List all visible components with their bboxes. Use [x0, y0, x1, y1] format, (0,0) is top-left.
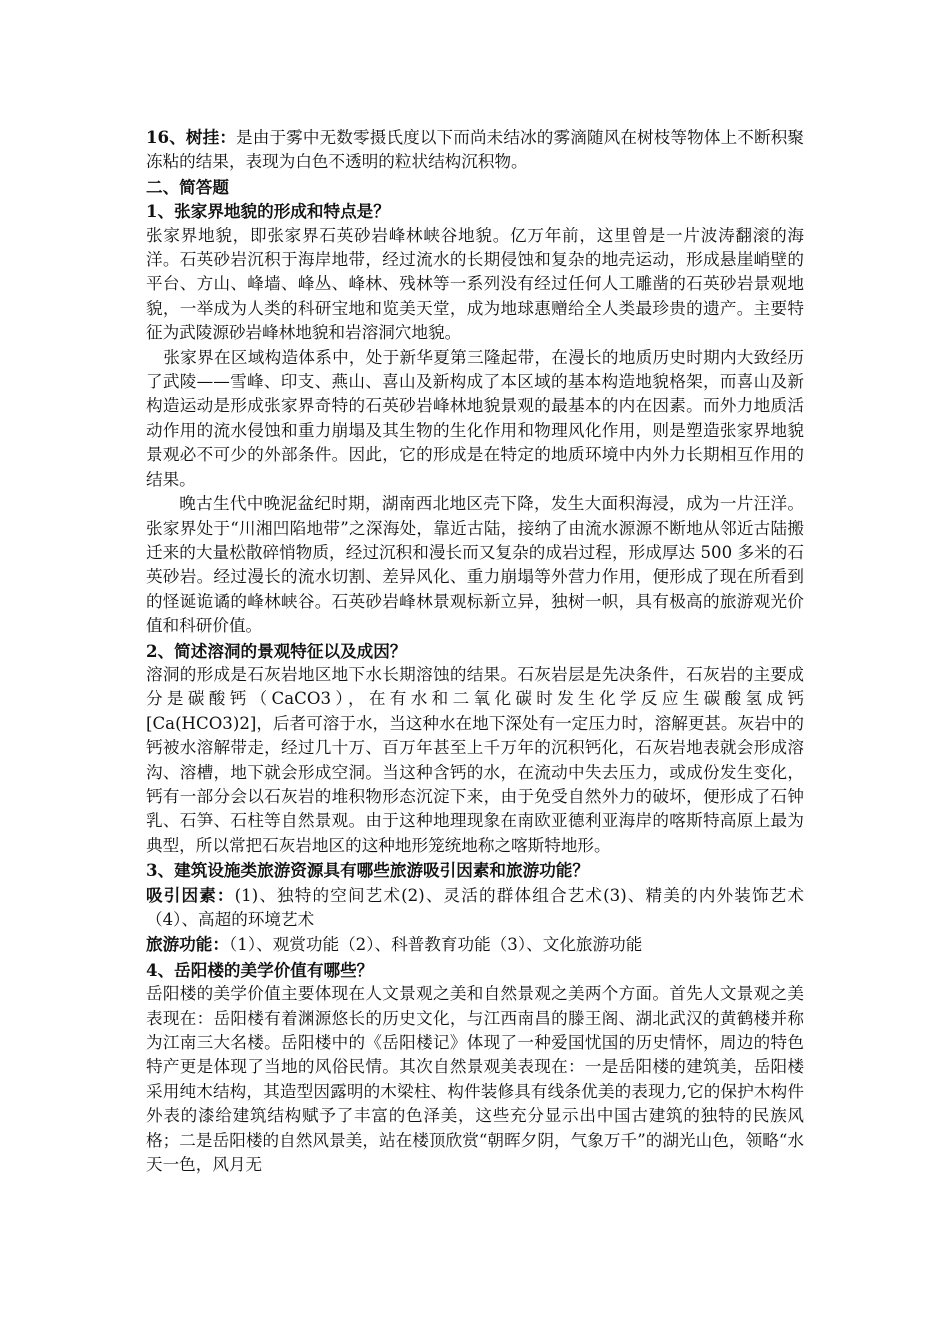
term-paragraph: [146, 125, 804, 175]
term-text: 是由于雾中无数零摄氏度以下而尚未结冰的雾滴随风在树枝等物体上不断积聚冻粘的结果，表现为白色不透明的粒状结构沉积物。: [146, 128, 805, 172]
answer-paragraph: 张家界在区域构造体系中，处于新华夏第三隆起带，在漫长的地质历史时期内大致经历了武陵——雪峰、印支、燕山、喜山及新构成了本区域的基本构造地貌格架，而喜山及新构造运动是形成张家界奇特的石英砂岩峰林地貌景观的最基本的内在因素。而外力地质活动作用的流水侵蚀和重力崩塌及其生物的生化作用和物理风化作用，则是塑造张家界地貌景观必不可少的外部条件。因此，它的形成是在特定的地质环境中内外力长期相互作用的结果。: [146, 347, 804, 489]
answer-paragraph: 溶洞的形成是石灰岩地区地下水长期溶蚀的结果。石灰岩层是先决条件，石灰岩的主要成分是碳酸钙（CaCO3），在有水和二氧化碳时发生化学反应生碳酸氢成钙[Ca(HCO3)2]，后者可溶于水，当这种水在地下深处有一定压力时，溶解更甚。灰岩中的钙被水溶解带走，经过几十万、百万年甚至上千万年的沉积钙化，石灰岩地表就会形成溶沟、溶槽，地下就会形成空洞。当这种含钙的水，在流动中失去压力，或成份发生变化，钙有一部分会以石灰岩的堆积物形态沉淀下来，由于免受自然外力的破坏，便形成了石钟乳、石笋、石柱等自然景观。由于这种地理现象在南欧亚德利亚海岸的喀斯特高原上最为典型，所以常把石灰岩地区的这种地形笼统地称之喀斯特地形。: [146, 664, 804, 855]
answer-paragraph: 岳阳楼的美学价值主要体现在人文景观之美和自然景观之美两个方面。首先人文景观之美表现在：岳阳楼有着渊源悠长的历史文化，与江西南昌的滕王阁、湖北武汉的黄鹤楼并称为江南三大名楼。岳阳楼中的《岳阳楼记》体现了一种爱国忧国的历史情怀，周边的特色特产更是体现了当地的风俗民情。其次自然景观美表现在：一是岳阳楼的建筑美，岳阳楼采用纯木结构，其造型因露明的木梁柱、构件装修具有线条优美的表现力,它的保护木构件外表的漆给建筑结构赋予了丰富的色泽美，这些充分显示出中国古建筑的独特的民族风格；二是岳阳楼的自然风景美，站在楼顶欣赏“朝晖夕阴，气象万千”的湖光山色，领略“水天一色，风月无: [146, 984, 804, 1175]
question-heading: 2、简述溶洞的景观特征以及成因？: [146, 640, 407, 661]
term-label: 旅游功能：: [146, 934, 229, 955]
term-label: 16、树挂：: [146, 127, 237, 147]
term-paragraph: [146, 883, 804, 933]
term-paragraph: [146, 932, 804, 957]
term-text: (1)、独特的空间艺术(2)、灵活的群体组合艺术(3)、精美的内外装饰艺术（4）、高超的环境艺术: [146, 885, 805, 929]
question-heading: 1、张家界地貌的形成和特点是？: [146, 201, 390, 222]
question-heading: 4、岳阳楼的美学价值有哪些？: [146, 959, 374, 980]
question-heading: 3、建筑设施类旅游资源具有哪些旅游吸引因素和旅游功能？: [146, 860, 589, 881]
answer-paragraph: 张家界地貌，即张家界石英砂岩峰林峡谷地貌。亿万年前，这里曾是一片波涛翻滚的海洋。石英砂岩沉积于海岸地带，经过流水的长期侵蚀和复杂的地壳运动，形成悬崖峭壁的平台、方山、峰墙、峰丛、峰林、残林等一系列没有经过任何人工雕凿的石英砂岩景观地貌，一举成为人类的科研宝地和览美天堂，成为地球惠赠给全人类最珍贵的遗产。主要特征为武陵源砂岩峰林地貌和岩溶洞穴地貌。: [146, 225, 804, 343]
term-label: 吸引因素：: [146, 884, 235, 905]
term-text: （1）、观赏功能（2）、科普教育功能（3）、文化旅游功能: [228, 935, 643, 955]
answer-paragraph: 晚古生代中晚泥盆纪时期，湖南西北地区壳下降，发生大面积海浸，成为一片汪洋。张家界处于“川湘凹陷地带”之深海处，靠近古陆，接纳了由流水源源不断地从邻近古陆搬迁来的大量松散碎悄物质，经过沉积和漫长而又复杂的成岩过程，形成厚达 500 多米的石英砂岩。经过漫长的流水切割、差异风化、重力崩塌等外营力作用，便形成了现在所看到的怪诞诡谲的峰林峡谷。石英砂岩峰林景观标新立异，独树一帜，具有极高的旅游观光价值和科研价值。: [146, 494, 804, 636]
section-heading: 二、简答题: [146, 176, 229, 197]
